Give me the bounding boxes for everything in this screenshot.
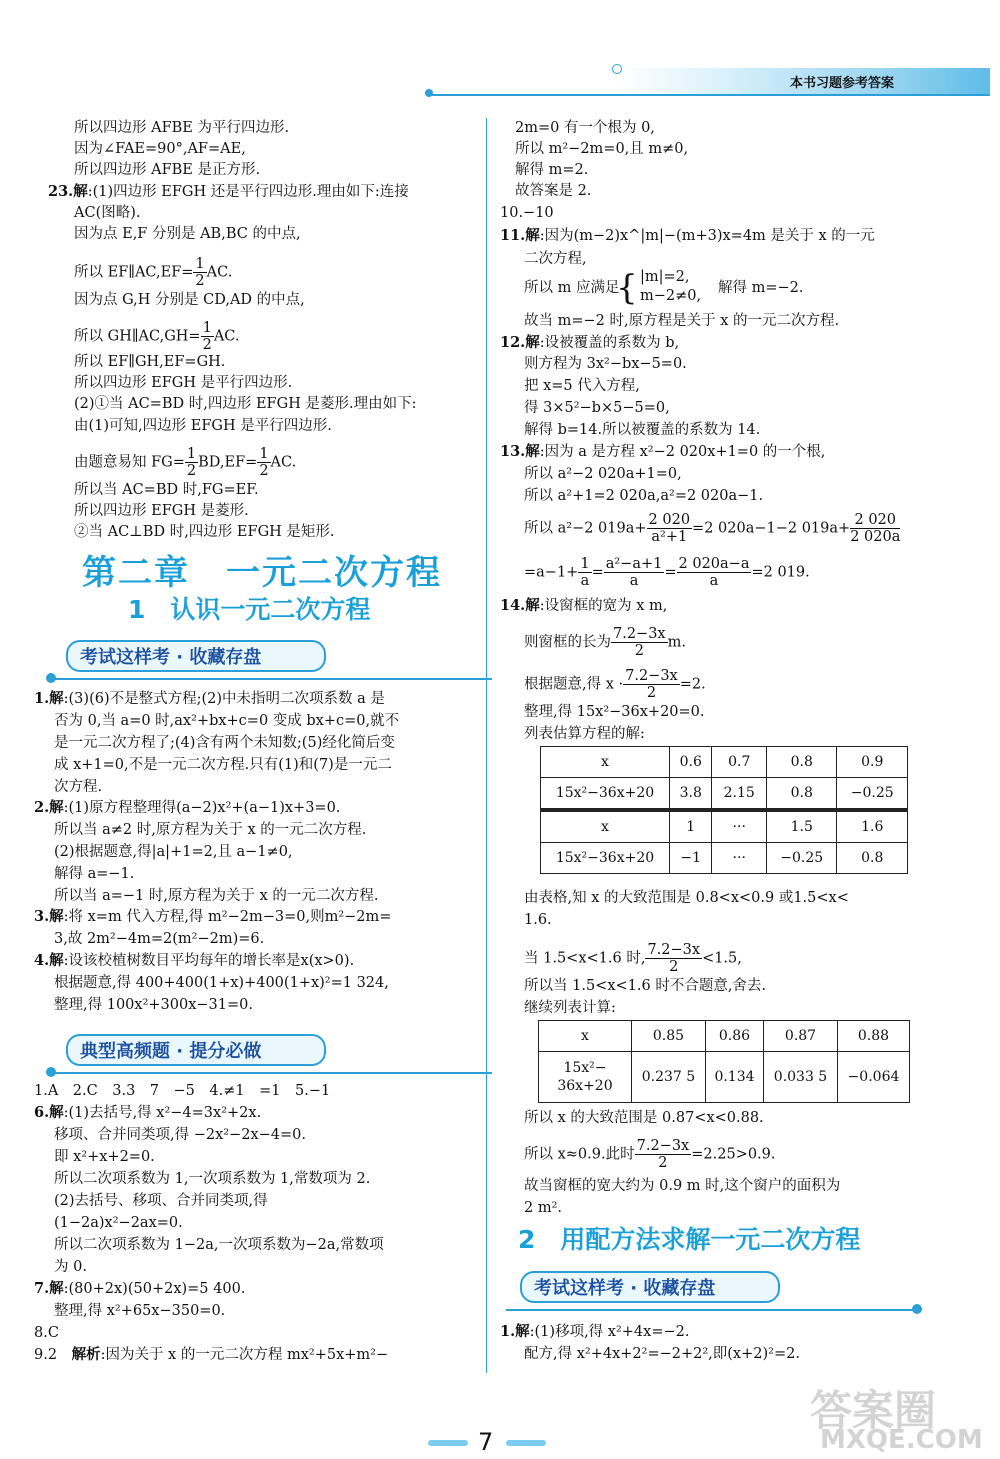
fraction-numerator: 2 020 (850, 512, 900, 529)
fraction-numerator: 7.2−3x (613, 626, 666, 642)
page-number-decoration (506, 1440, 546, 1446)
fraction-denominator: a (709, 573, 719, 589)
text-span: =a−1+ (524, 564, 579, 581)
text-line: 故答案是 2. (515, 183, 592, 199)
fraction-numerator: 1 (580, 556, 590, 572)
table-cell: 0.8 (767, 747, 837, 778)
text-line: (2)①当 AC=BD 时,四边形 EFGH 是菱形.理由如下: (74, 396, 417, 412)
table-cell: 0.033 5 (764, 1052, 838, 1103)
question-label: 11.解 (500, 227, 540, 244)
column-divider (486, 118, 487, 1373)
header-rule (430, 94, 990, 96)
question-label: 3.解 (34, 908, 64, 925)
text-line: 列表估算方程的解: (524, 726, 645, 742)
fraction-denominator: 2 (669, 959, 679, 975)
fraction-denominator: 2 (186, 463, 197, 479)
text-line: 所以四边形 AFBE 是正方形. (74, 162, 261, 178)
text-span: =2. (679, 676, 706, 693)
fraction (647, 512, 693, 545)
text-span: :因为 a 是方程 x²−2 020x+1=0 的一个根, (539, 444, 826, 460)
table-row (541, 810, 908, 843)
text-span: 则窗框的长为 (524, 634, 611, 651)
text-span: :(3)(6)不是整式方程;(2)中未指明二次项系数 a 是 (63, 691, 385, 707)
question-label: 4.解 (34, 952, 64, 969)
question-1 (34, 689, 385, 709)
text-line: (2)去括号、移项、合并同类项,得 (54, 1193, 268, 1209)
text-span: 所以 EF∥AC,EF= (74, 264, 194, 281)
text-span: :设该校植树数目平均每年的增长率是x(x>0). (63, 953, 355, 969)
table-cell: −0.25 (767, 843, 837, 874)
formula-line (524, 626, 686, 659)
question-13 (500, 442, 825, 462)
formula-line (524, 668, 706, 701)
text-line: 即 x²+x+2=0. (54, 1149, 155, 1165)
fraction-numerator: a²−a+1 (605, 556, 663, 572)
table-cell: −0.25 (837, 778, 908, 811)
question-14 (500, 596, 667, 616)
question-1 (500, 1322, 689, 1342)
text-span: 当 1.5<x<1.6 时, (524, 950, 646, 967)
table-cell: 3.8 (670, 778, 712, 811)
table-cell: 0.6 (670, 747, 712, 778)
analysis-label: 解析 (71, 1346, 101, 1363)
fraction (604, 556, 665, 589)
text-line: 所以四边形 AFBE 为平行四边形. (74, 120, 290, 136)
text-span: AC. (213, 328, 240, 345)
fraction-denominator: 2 (646, 685, 657, 701)
table-cell: 1 (670, 810, 712, 843)
question-3 (34, 907, 391, 927)
banner-dot (46, 673, 56, 683)
text-span: <1.5, (702, 950, 742, 967)
formula-line (524, 512, 900, 545)
text-line: 所以四边形 EFGH 是菱形. (74, 503, 249, 519)
banner-dot (46, 1067, 56, 1077)
text-line: 解得 m=−2. (718, 280, 804, 296)
text-line: 因为点 E,F 分别是 AB,BC 的中点, (74, 226, 301, 242)
question-6 (34, 1103, 261, 1123)
fraction-numerator: 2 020a−a (678, 556, 750, 572)
table-cell: 2.15 (712, 778, 767, 811)
watermark-url: MXQE.COM (820, 1425, 983, 1455)
table-cell: x (541, 747, 670, 778)
text-line: 整理,得 x²+65x−350=0. (54, 1303, 226, 1319)
table-cell: 0.134 (705, 1052, 763, 1103)
running-header-title: 本书习题参考答案 (790, 76, 895, 91)
formula-line (524, 942, 742, 975)
header-decoration (612, 64, 622, 74)
text-span: = (591, 564, 604, 581)
text-line: 否为 0,当 a=0 时,ax²+bx+c=0 变成 bx+c=0,就不 (54, 713, 400, 729)
banner-label: 典型高频题 · 提分必做 (80, 1041, 262, 1062)
text-span: :(80+2x)(50+2x)=5 400. (63, 1281, 246, 1297)
text-line: 整理,得 15x²−36x+20=0. (524, 704, 705, 720)
table-cell: 1.5 (767, 810, 837, 843)
text-span: m. (667, 634, 686, 651)
fraction-denominator: a (580, 573, 590, 589)
text-line: 由(1)可知,四边形 EFGH 是平行四边形. (74, 418, 332, 434)
text-line: 8.C (34, 1325, 59, 1341)
text-line: 配方,得 x²+4x+2²=−2+2²,即(x+2)²=2. (524, 1346, 800, 1362)
table-row (541, 843, 908, 874)
text-line: 2 m². (524, 1200, 563, 1216)
estimate-table-2 (538, 1020, 910, 1103)
system-line: |m|=2, (640, 269, 690, 285)
text-span: 根据题意,得 x · (524, 676, 624, 693)
question-label: 6.解 (34, 1104, 64, 1121)
text-line: 次方程. (54, 779, 103, 795)
fraction (677, 556, 752, 589)
text-span: 由题意易知 FG= (74, 454, 185, 471)
text-span: =2 020a−1−2 019a+ (692, 520, 851, 537)
text-line: 所以 a²−2 020a+1=0, (524, 466, 682, 482)
text-line: 3,故 2m²−4m=2(m²−2m)=6. (54, 931, 265, 947)
text-line: 所以当 a=−1 时,原方程为关于 x 的一元二次方程. (54, 888, 379, 904)
question-2 (34, 798, 340, 818)
fraction-numerator: 1 (186, 446, 197, 462)
text-line: 成 x+1=0,不是一元二次方程.只有(1)和(7)是一元二 (54, 757, 392, 773)
brace: { (616, 268, 638, 308)
fraction-numerator: 7.2−3x (636, 1138, 690, 1154)
text-line: 所以二次项系数为 1−2a,一次项系数为−2a,常数项 (54, 1237, 384, 1253)
fraction-denominator: a (629, 573, 639, 589)
section-title: 2 用配方法求解一元二次方程 (518, 1225, 861, 1254)
text-line: 则方程为 3x²−bx−5=0. (524, 356, 687, 372)
text-line: (2)根据题意,得|a|+1=2,且 a−1≠0, (54, 844, 293, 860)
page-number: 7 (478, 1428, 494, 1456)
text-span: :因为(m−2)x^|m|−(m+3)x=4m 是关于 x 的一元 (539, 228, 875, 244)
table-cell: 0.9 (837, 747, 908, 778)
text-line: 所以 EF∥GH,EF=GH. (74, 354, 226, 370)
text-line: 所以四边形 EFGH 是平行四边形. (74, 375, 293, 391)
text-line: 所以当 a≠2 时,原方程为关于 x 的一元二次方程. (54, 822, 367, 838)
table-row (541, 778, 908, 811)
fraction (635, 1138, 692, 1171)
banner-label: 考试这样考 · 收藏存盘 (534, 1278, 716, 1299)
table-cell: 0.85 (632, 1021, 706, 1052)
question-11 (500, 226, 875, 246)
text-line: 故当窗框的宽大约为 0.9 m 时,这个窗户的面积为 (524, 1178, 841, 1194)
fraction-numerator: 1 (195, 256, 205, 272)
text-line: 解得 b=14.所以被覆盖的系数为 14. (524, 422, 761, 438)
page-number-decoration (428, 1440, 468, 1446)
text-line: 为 0. (54, 1259, 87, 1275)
fraction-numerator: 2 020 (648, 512, 691, 528)
chapter-title: 第二章 一元二次方程 (82, 553, 442, 593)
text-span: AC. (270, 454, 297, 471)
fraction-numerator: 7.2−3x (647, 942, 701, 958)
question-label: 12.解 (500, 334, 540, 351)
fraction-denominator: a²+1 (651, 529, 688, 545)
text-line: 根据题意,得 400+400(1+x)+400(1+x)²=1 324, (54, 975, 389, 991)
question-label: 1.解 (34, 690, 64, 707)
question-label: 14.解 (500, 597, 540, 614)
text-line: 所以当 AC=BD 时,FG=EF. (74, 482, 259, 498)
text-line: 解得 m=2. (515, 162, 589, 178)
text-line: 继续列表计算: (524, 1000, 616, 1016)
text-line: 移项、合并同类项,得 −2x²−2x−4=0. (54, 1127, 306, 1143)
text-line: 是一元二次方程了;(4)含有两个未知数;(5)经化简后变 (54, 735, 395, 751)
fraction (645, 942, 702, 975)
table-cell: 0.87 (764, 1021, 838, 1052)
text-span: 所以 x≈0.9.此时 (524, 1146, 635, 1163)
banner-dot (912, 1304, 922, 1314)
banner-label: 考试这样考 · 收藏存盘 (80, 647, 262, 668)
question-23 (48, 182, 409, 202)
fraction (201, 320, 214, 353)
fraction (257, 446, 270, 479)
fraction (193, 256, 206, 289)
text-line: 二次方程, (524, 251, 587, 267)
cell-line: 15x²− (563, 1060, 607, 1076)
question-label: 7.解 (34, 1280, 64, 1297)
system-line: m−2≠0, (640, 288, 702, 304)
fraction-denominator: 2 (195, 273, 205, 289)
text-span: =2.25>0.9. (691, 1146, 776, 1163)
text-line: (1−2a)x²−2ax=0. (54, 1215, 183, 1231)
text-line: 由表格,知 x 的大致范围是 0.8<x<0.9 或1.5<x< (524, 890, 849, 906)
text-span: :将 x=m 代入方程,得 m²−2m−3=0,则m²−2m= (63, 909, 392, 925)
text-span: 所以 GH∥AC,GH= (74, 328, 201, 345)
text-span: = (664, 564, 677, 581)
table-cell: 15x²−36x+20 (541, 843, 670, 874)
estimate-table-1 (540, 746, 908, 874)
fraction (611, 626, 668, 659)
table-cell: 0.237 5 (632, 1052, 706, 1103)
question-label: 13.解 (500, 443, 540, 460)
fraction-denominator: 2 (658, 1155, 668, 1171)
text-span: AC. (206, 264, 233, 281)
text-line: 所以二次项系数为 1,一次项系数为 1,常数项为 2. (54, 1171, 371, 1187)
watermark: 答案圈 (810, 1386, 937, 1435)
text-line: 所以 m²−2m=0,且 m≠0, (515, 141, 689, 157)
text-line: 故当 m=−2 时,原方程是关于 x 的一元二次方程. (524, 313, 840, 329)
question-9 (34, 1345, 388, 1365)
table-cell: ··· (712, 810, 767, 843)
banner-underline (52, 1072, 492, 1074)
formula-line (524, 556, 810, 589)
question-label: 23.解 (48, 183, 88, 200)
text-line: 1.6. (524, 912, 552, 928)
table-cell: x (539, 1021, 632, 1052)
table-cell: ··· (712, 843, 767, 874)
formula-line (74, 446, 296, 479)
fraction-denominator: 2 (202, 337, 212, 353)
text-line: 1.A 2.C 3.3 7 −5 4.≠1 =1 5.−1 (34, 1083, 331, 1099)
table-cell: 1.6 (837, 810, 908, 843)
text-span: :(1)去括号,得 x²−4=3x²+2x. (63, 1105, 262, 1121)
question-4 (34, 951, 354, 971)
text-span: :(1)四边形 EFGH 还是平行四边形.理由如下:连接 (87, 184, 409, 200)
text-line: 整理,得 100x²+300x−31=0. (54, 997, 253, 1013)
text-span: 9.2 (34, 1347, 72, 1363)
fraction-numerator: 1 (202, 320, 212, 336)
text-line: 解得 a=−1. (54, 866, 135, 882)
fraction (578, 556, 591, 589)
cell-line: 36x+20 (557, 1078, 613, 1094)
text-span: :设被覆盖的系数为 b, (539, 335, 680, 351)
table-cell: −1 (670, 843, 712, 874)
text-span: :(1)原方程整理得(a−2)x²+(a−1)x+3=0. (63, 800, 341, 816)
text-line: 得 3×5²−b×5−5=0, (524, 400, 670, 416)
text-line: 10.−10 (500, 205, 554, 221)
table-row (541, 747, 908, 778)
table-cell: 0.86 (705, 1021, 763, 1052)
text-line: 所以 m 应满足 (524, 280, 620, 296)
fraction (623, 668, 680, 701)
fraction-denominator: 2 (259, 463, 269, 479)
text-line: ②当 AC⊥BD 时,四边形 EFGH 是矩形. (74, 524, 335, 540)
table-cell: x (541, 810, 670, 843)
table-cell: 15x²−36x+20 (541, 778, 670, 811)
text-span: =2 019. (751, 564, 810, 581)
fraction (185, 446, 198, 479)
text-span: 所以 a²−2 019a+ (524, 520, 647, 537)
text-span: :(1)移项,得 x²+4x=−2. (529, 1324, 690, 1340)
fraction-denominator: 2 020a (850, 529, 901, 545)
section-title: 1 认识一元二次方程 (128, 595, 371, 624)
text-span: BD,EF= (198, 454, 258, 471)
banner-underline (506, 1309, 916, 1311)
text-line: 所以当 1.5<x<1.6 时不合题意,舍去. (524, 978, 767, 994)
table-cell: −0.064 (837, 1052, 909, 1103)
fraction (850, 512, 900, 545)
text-line: 因为∠FAE=90°,AF=AE, (74, 141, 246, 157)
formula-line (74, 320, 239, 353)
text-line: 所以 x 的大致范围是 0.87<x<0.88. (524, 1110, 764, 1126)
formula-line (74, 256, 232, 289)
question-label: 1.解 (500, 1323, 530, 1340)
formula-line (524, 1138, 776, 1171)
fraction-numerator: 1 (259, 446, 269, 462)
table-cell: 0.8 (767, 778, 837, 811)
text-line: 因为点 G,H 分别是 CD,AD 的中点, (74, 292, 305, 308)
text-line: 2m=0 有一个根为 0, (515, 120, 655, 136)
text-line: 所以 a²+1=2 020a,a²=2 020a−1. (524, 488, 764, 504)
question-12 (500, 333, 679, 353)
text-line: 把 x=5 代入方程, (524, 378, 640, 394)
text-line: AC(图略). (74, 205, 141, 221)
question-7 (34, 1279, 245, 1299)
banner-underline (52, 678, 492, 680)
table-cell (539, 1052, 632, 1103)
question-label: 2.解 (34, 799, 64, 816)
text-span: :设窗框的宽为 x m, (539, 598, 668, 614)
text-span: :因为关于 x 的一元二次方程 mx²+5x+m²− (100, 1347, 389, 1363)
fraction-denominator: 2 (634, 643, 644, 659)
fraction-numerator: 7.2−3x (625, 668, 678, 684)
table-cell: 0.8 (837, 843, 908, 874)
table-cell: 0.88 (837, 1021, 909, 1052)
table-cell: 0.7 (712, 747, 767, 778)
